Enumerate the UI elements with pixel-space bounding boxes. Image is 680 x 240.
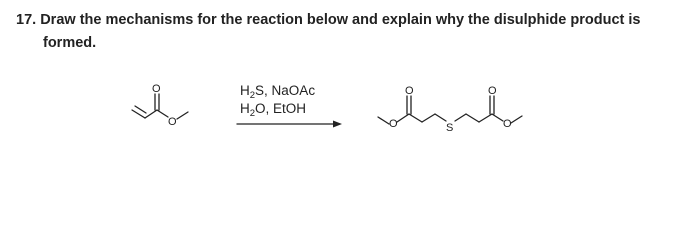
reagents-line-2: $H_2O$, EtOH (240, 101, 307, 119)
product-right-methyl-bond (511, 116, 522, 123)
product-right-ester-oxygen: O (503, 118, 512, 130)
reactant-ester-bond (157, 110, 168, 117)
reagents-line-1: $H_2S$, NaOAc (240, 83, 316, 101)
product-sulfur: S (446, 122, 454, 134)
product-left-ester-bond (397, 114, 409, 122)
product-chain-bond-6 (479, 114, 492, 122)
question-number: 17. (16, 12, 37, 28)
product-chain-bond-3 (435, 114, 446, 121)
product-chain-bond-1 (409, 114, 422, 122)
product-thioether-diester (378, 85, 522, 134)
product-chain-bond-4 (455, 114, 466, 121)
question-line-2: formed. (43, 35, 97, 51)
product-left-carbonyl-oxygen: O (405, 85, 414, 97)
product-right-ester-bond (492, 114, 503, 121)
reactant-methyl-acrylate (132, 83, 188, 128)
product-left-ester-oxygen: O (389, 118, 398, 130)
reactant-carbonyl-oxygen: O (152, 83, 161, 95)
product-chain-bond-5 (466, 114, 479, 122)
reaction-arrow-head (333, 121, 342, 128)
reaction-arrow (237, 121, 342, 128)
reactant-ester-oxygen: O (168, 116, 177, 128)
product-chain-bond-2 (422, 114, 435, 122)
product-right-carbonyl-oxygen: O (488, 85, 497, 97)
reactant-methyl-bond (177, 112, 188, 119)
reaction-conditions (240, 83, 315, 119)
reactant-vinyl-double-bond (135, 106, 146, 113)
product-left-methyl-bond (378, 117, 389, 124)
reactant-carbon-bond (145, 110, 157, 118)
question-prompt: Draw the mechanisms for the reaction below and explain why the disulphide product is (40, 12, 641, 28)
